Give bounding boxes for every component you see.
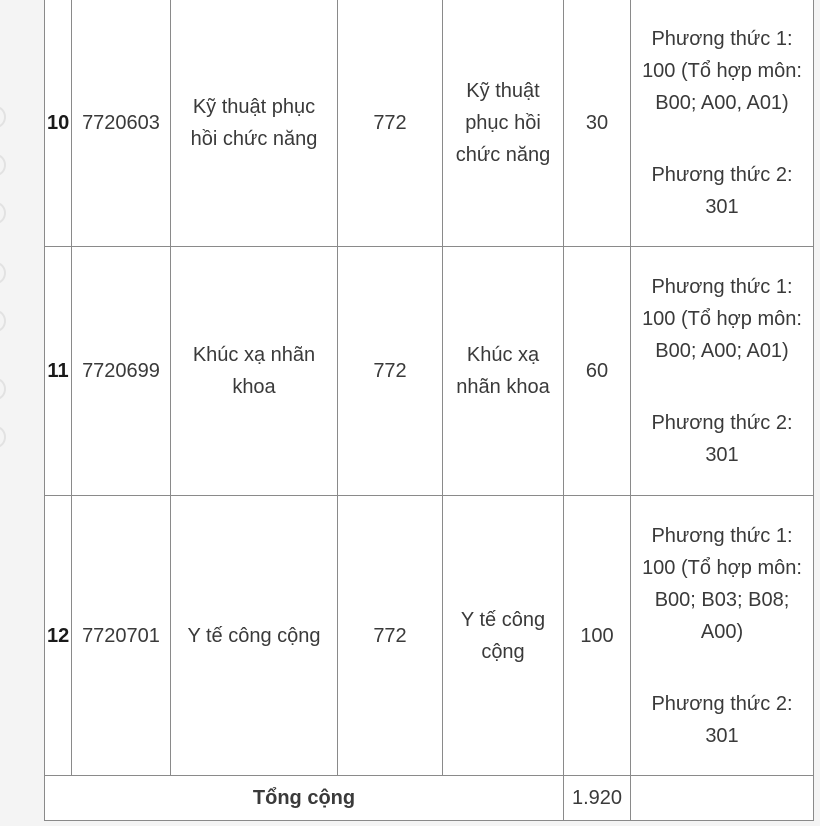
decorative-circle-icon	[0, 154, 6, 176]
method-2: Phương thức 2: 301	[651, 412, 793, 466]
page-margin	[0, 0, 44, 826]
row-number: 10	[45, 0, 72, 247]
table-row	[45, 0, 814, 247]
group-code: 772	[338, 0, 443, 247]
total-label: Tổng cộng	[45, 776, 564, 821]
quota: 30	[564, 0, 631, 247]
decorative-circle-icon	[0, 378, 6, 400]
major-code: 7720603	[72, 0, 171, 247]
admissions-table	[44, 0, 814, 821]
decorative-circle-icon	[0, 106, 6, 128]
table-row	[45, 496, 814, 776]
method-1: Phương thức 1: 100 (Tổ hợp môn: B00; A00; A01)	[642, 276, 802, 362]
total-value: 1.920	[564, 776, 631, 821]
admission-methods	[631, 247, 814, 496]
major-code: 7720699	[72, 247, 171, 496]
group-code: 772	[338, 496, 443, 776]
method-1: Phương thức 1: 100 (Tổ hợp môn: B00; B03; B08; A00)	[642, 524, 802, 643]
decorative-circle-icon	[0, 262, 6, 284]
admission-methods	[631, 496, 814, 776]
table-row	[45, 247, 814, 496]
group-code: 772	[338, 247, 443, 496]
major-code: 7720701	[72, 496, 171, 776]
quota: 60	[564, 247, 631, 496]
program-name: Khúc xạ nhãn khoa	[443, 247, 564, 496]
admission-methods	[631, 0, 814, 247]
row-number: 11	[45, 247, 72, 496]
row-number: 12	[45, 496, 72, 776]
decorative-circle-icon	[0, 310, 6, 332]
decorative-circle-icon	[0, 426, 6, 448]
decorative-circle-icon	[0, 202, 6, 224]
total-row	[45, 776, 814, 821]
method-2: Phương thức 2: 301	[651, 163, 793, 218]
total-empty-cell	[631, 776, 814, 821]
quota: 100	[564, 496, 631, 776]
major-name: Khúc xạ nhãn khoa	[171, 247, 338, 496]
method-2: Phương thức 2: 301	[651, 692, 793, 747]
method-1: Phương thức 1: 100 (Tổ hợp môn: B00; A00, A01)	[642, 27, 802, 114]
program-name: Y tế công cộng	[443, 496, 564, 776]
major-name: Kỹ thuật phục hồi chức năng	[171, 0, 338, 247]
program-name: Kỹ thuật phục hồi chức năng	[443, 0, 564, 247]
major-name: Y tế công cộng	[171, 496, 338, 776]
